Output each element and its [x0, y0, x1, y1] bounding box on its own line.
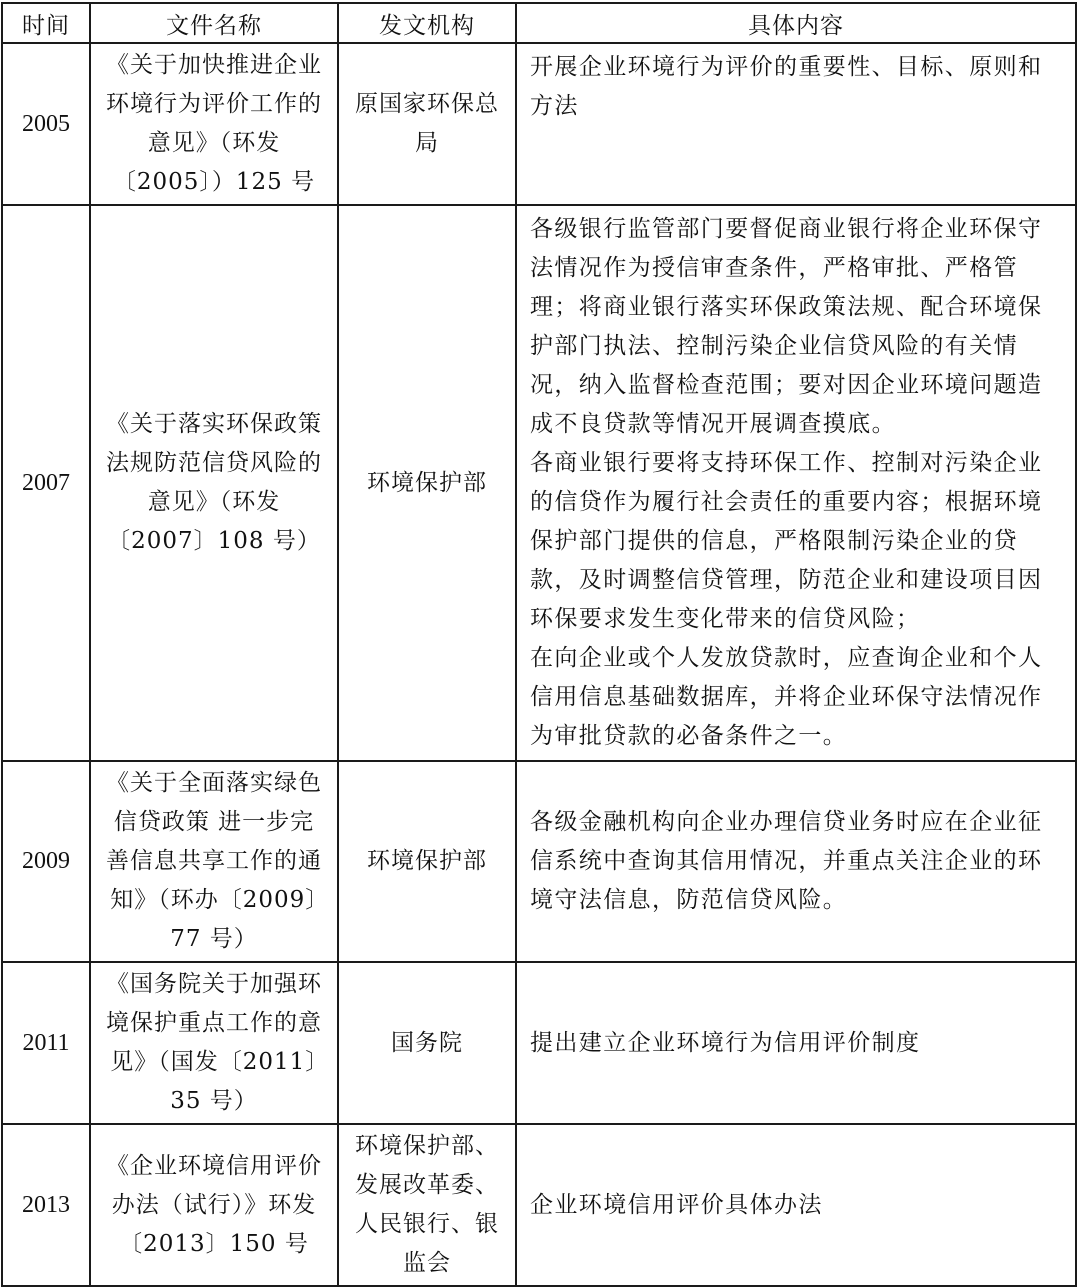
table-header-row [2, 3, 1076, 43]
issuer-text: 环境保护部 [367, 469, 487, 496]
row-content [516, 43, 1076, 205]
row-issuer [338, 962, 516, 1124]
doc-name-text: 《关于全面落实绿色信贷政策 进一步完善信息共享工作的通知》（环办〔2009〕77 号） [106, 770, 322, 952]
doc-name-text: 《关于落实环保政策法规防范信贷风险的意见》（环发〔2007〕108 号） [106, 411, 322, 554]
issuer-text: 环境保护部 [367, 848, 487, 874]
row-doc-name [90, 761, 338, 962]
table-row [2, 43, 1076, 205]
row-year: 2005 [2, 43, 90, 205]
row-doc-name [90, 43, 338, 205]
table-row [2, 962, 1076, 1124]
content-paragraph: 提出建立企业环境行为信用评价制度 [530, 1029, 921, 1056]
issuer-text: 环境保护部、发展改革委、人民银行、银监会 [355, 1133, 499, 1276]
doc-name-text: 《关于加快推进企业环境行为评价工作的意见》（环发〔2005〕）125 号 [106, 52, 322, 195]
row-doc-name [90, 205, 338, 761]
table-row [2, 205, 1076, 761]
row-issuer [338, 43, 516, 205]
doc-name-text: 《企业环境信用评价办法（试行）》环发〔2013〕150 号 [106, 1152, 322, 1257]
row-issuer [338, 1124, 516, 1286]
row-year: 2009 [2, 761, 90, 962]
row-content [516, 761, 1076, 962]
doc-name-text: 《国务院关于加强环境保护重点工作的意见》（国发〔2011〕35 号） [106, 971, 322, 1114]
row-content [516, 962, 1076, 1124]
header-content: 具体内容 [516, 3, 1076, 43]
row-year: 2011 [2, 962, 90, 1124]
row-issuer [338, 761, 516, 962]
content-paragraph: 各级金融机构向企业办理信贷业务时应在企业征信系统中查询其信用情况，并重点关注企业的环境守法信息，防范信贷风险。 [530, 809, 1043, 913]
issuer-text: 原国家环保总局 [355, 91, 499, 156]
row-content [516, 1124, 1076, 1286]
content-paragraph: 在向企业或个人发放贷款时，应查询企业和个人信用信息基础数据库，并将企业环保守法情况作为审批贷款的必备条件之一。 [530, 645, 1043, 749]
header-doc-name: 文件名称 [90, 3, 338, 43]
content-paragraph: 各商业银行要将支持环保工作、控制对污染企业的信贷作为履行社会责任的重要内容；根据环境保护部门提供的信息，严格限制污染企业的贷款，及时调整信贷管理，防范企业和建设项目因环保要求发生变化带来的信贷风险； [530, 450, 1043, 632]
row-issuer [338, 205, 516, 761]
row-doc-name [90, 962, 338, 1124]
header-time: 时间 [2, 3, 90, 43]
policy-table [1, 2, 1077, 1287]
header-issuer: 发文机构 [338, 3, 516, 43]
table-row [2, 1124, 1076, 1286]
content-paragraph: 各级银行监管部门要督促商业银行将企业环保守法情况作为授信审查条件，严格审批、严格管理；将商业银行落实环保政策法规、配合环境保护部门执法、控制污染企业信贷风险的有关情况，纳入监督检查范围；要对因企业环境问题造成不良贷款等情况开展调查摸底。 [530, 216, 1043, 437]
issuer-text: 国务院 [391, 1029, 463, 1056]
content-paragraph: 企业环境信用评价具体办法 [530, 1191, 823, 1218]
row-content [516, 205, 1076, 761]
row-year: 2007 [2, 205, 90, 761]
row-doc-name [90, 1124, 338, 1286]
content-paragraph: 开展企业环境行为评价的重要性、目标、原则和方法 [530, 54, 1043, 119]
row-year: 2013 [2, 1124, 90, 1286]
table-row [2, 761, 1076, 962]
